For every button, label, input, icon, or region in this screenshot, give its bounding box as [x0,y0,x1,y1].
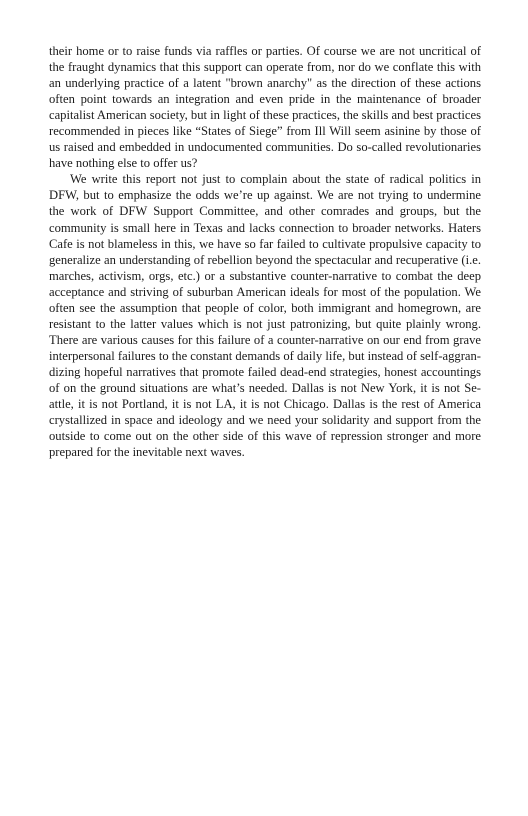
body-text [49,43,481,460]
paragraph-2: We write this report not just to complain about the state of radical politics in DFW, but to emphasize the odds we’re up against. We are not trying to undermine the work of DFW Support Committee, and other comrades and groups, but the community is small here in Texas and lacks connection to broader networks. Haters Cafe is not blameless in this, we have so far failed to cultivate propulsive capacity to generalize an understanding of rebellion beyond the spectacular and recuperative (i.e. marches, activism, orgs, etc.) or a substantive counter-narrative to combat the deep acceptance and striving of suburban American ideals for most of the population. We often see the assumption that people of color, both immigrant and homegrown, are resistant to the latter values which is not just patronizing, but quite plainly wrong. There are various causes for this failure of a counter-narrative on our end from grave interpersonal failures to the constant demands of daily life, but instead of self-aggrandizing hopeful narratives that promote failed dead-end strategies, honest accountings of on the ground situations are what’s needed. Dallas is not New York, it is not Seattle, it is not Portland, it is not LA, it is not Chicago. Dallas is the rest of America crystallized in space and ideology and we need your solidarity and support from the outside to come out on the other side of this wave of repression stronger and more prepared for the inevitable next waves. [49,172,481,460]
paragraph-1: their home or to raise funds via raffles or parties. Of course we are not uncritical of the fraught dynamics that this support can operate from, nor do we conflate this with an underlying practice of a latent "brown anarchy" as the direction of these actions often point towards an integration and even pride in the maintenance of broader capitalist American society, but in light of these practices, the skills and best practices recommended in pieces like “States of Siege” from Ill Will seem asinine by those of us raised and embedded in undocumented communities. Do so-called revolutionaries have nothing else to offer us? [49,44,481,171]
